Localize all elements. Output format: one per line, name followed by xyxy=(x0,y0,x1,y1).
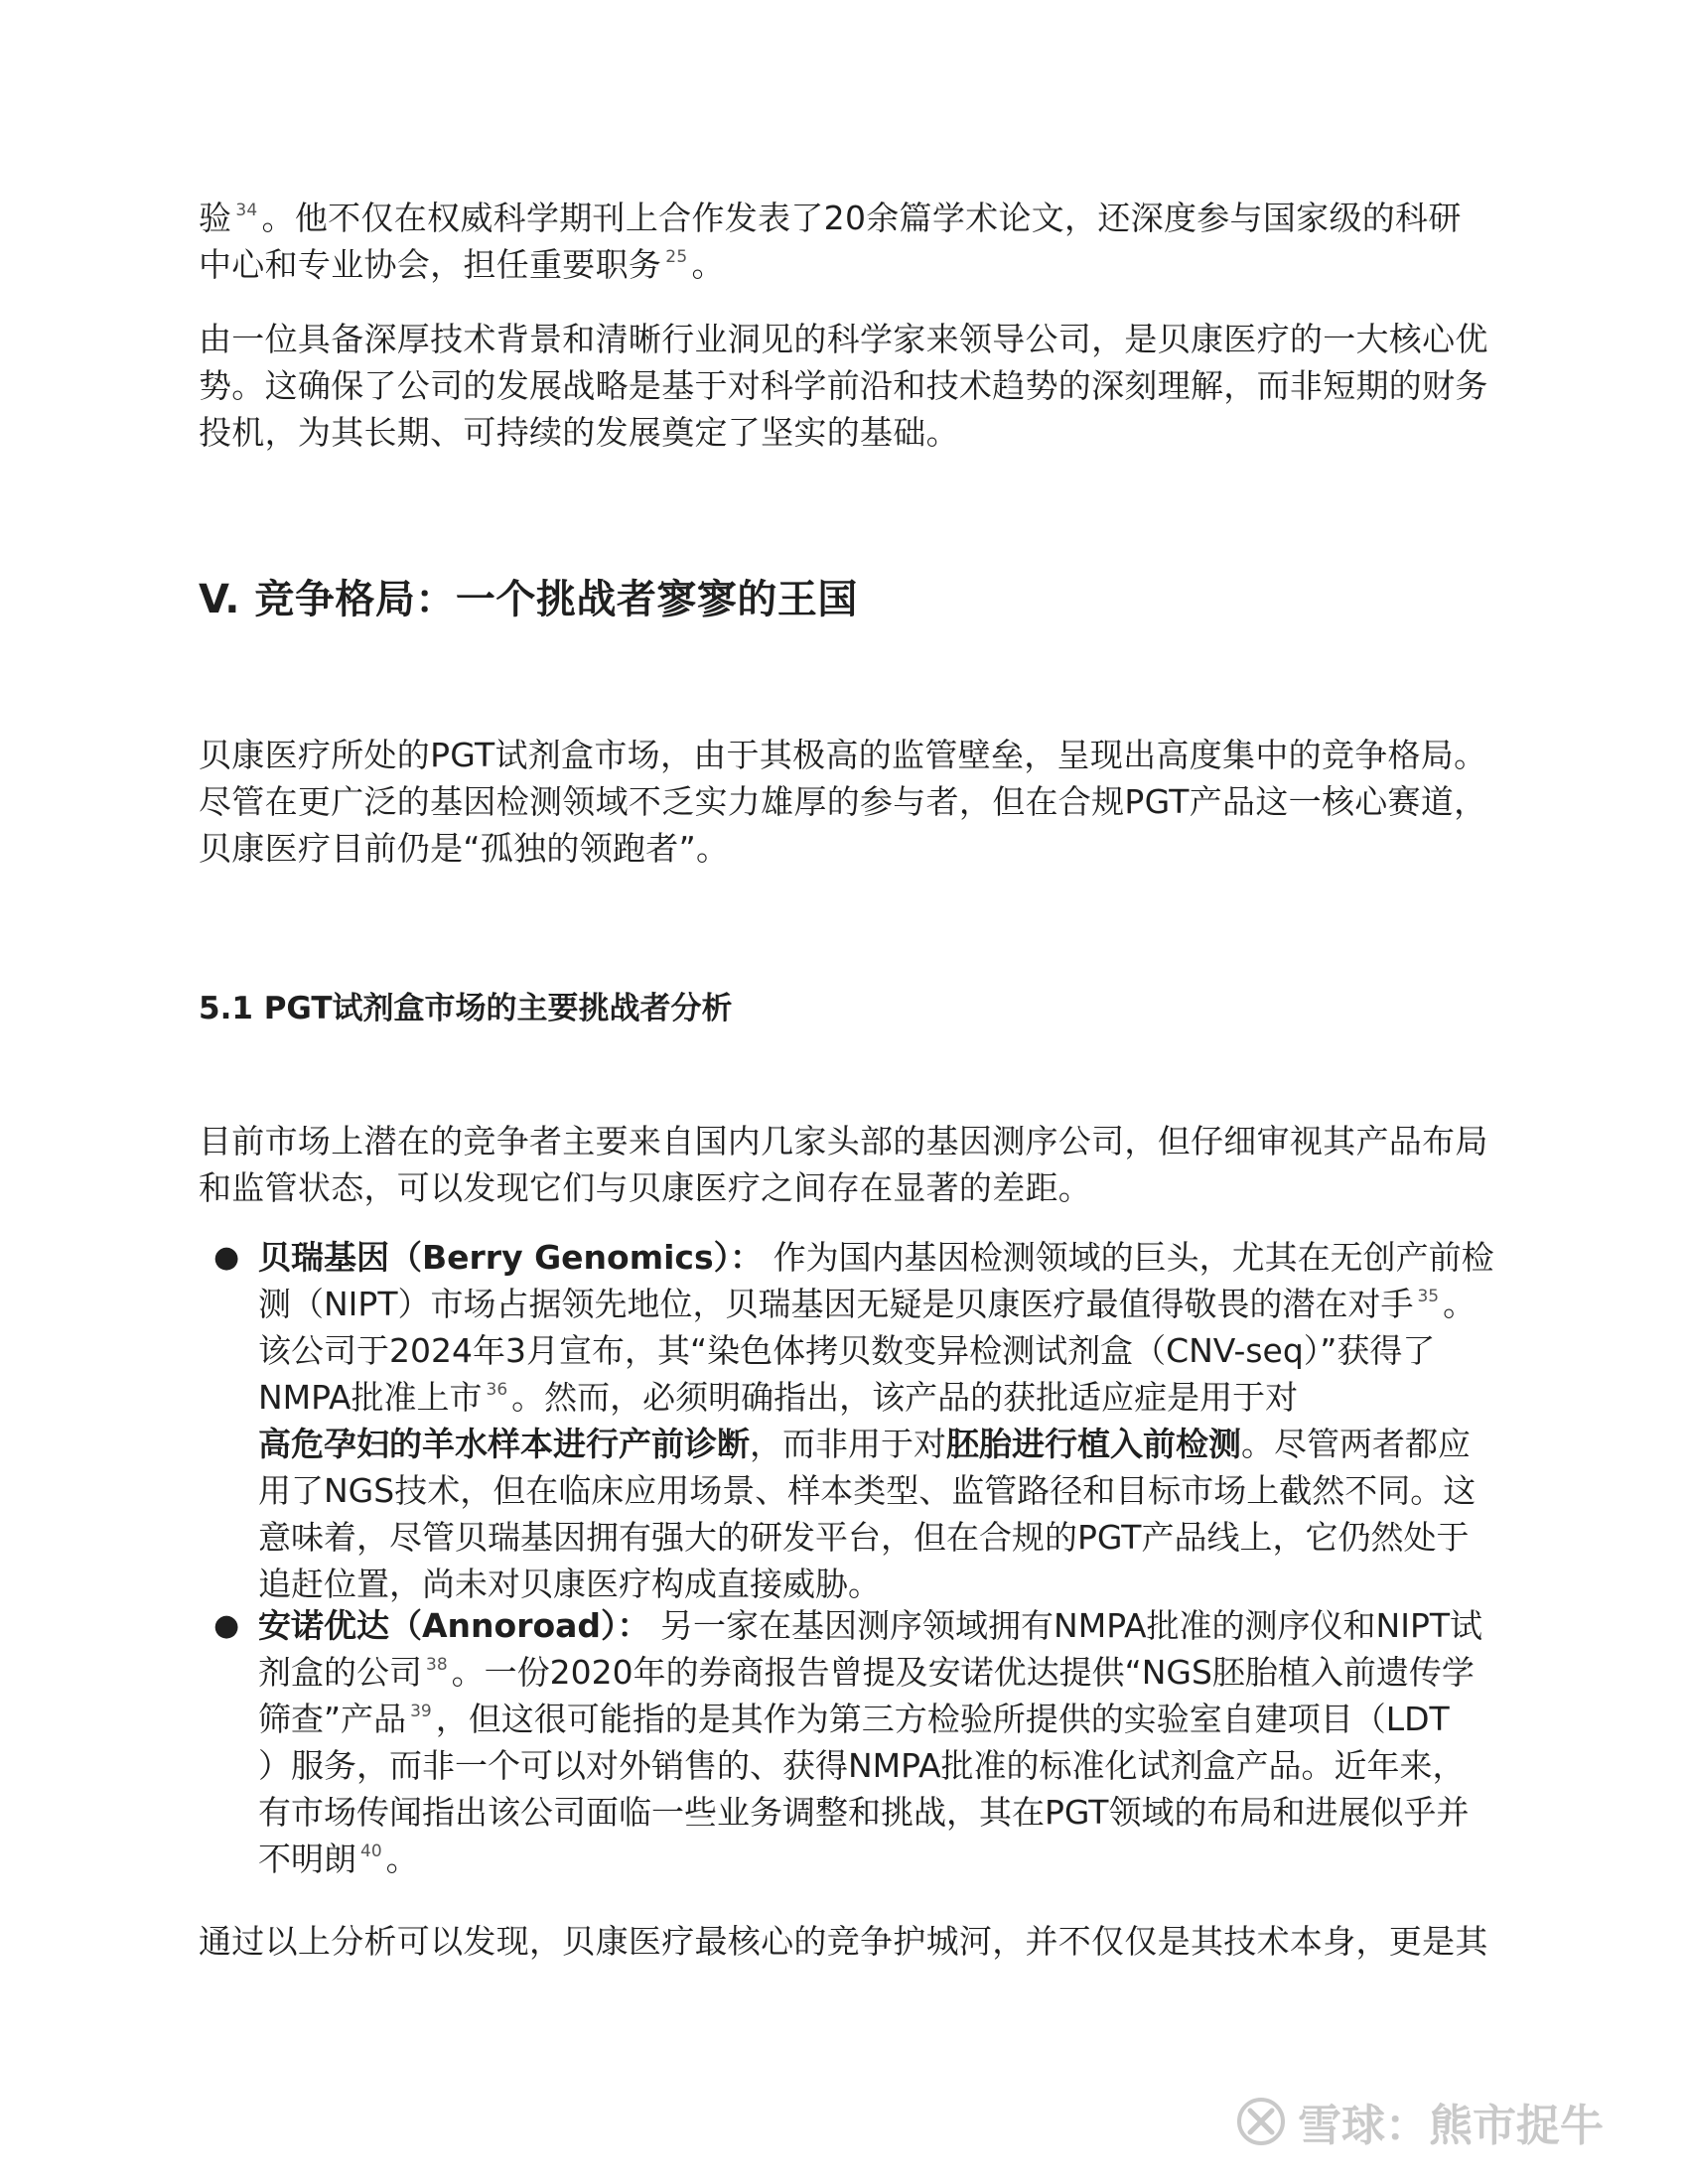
item-title: 安诺优达（Annoroad）： xyxy=(258,1606,650,1645)
text-line: 该公司于2024年3月宣布，其“染色体拷贝数变异检测试剂盒（CNV-seq）”获得了 xyxy=(258,1331,1436,1370)
text-span: 测（NIPT）市场占据领先地位，贝瑞基因无疑是贝康医疗最值得敬畏的潜在对手 xyxy=(258,1285,1414,1323)
paragraph-2 xyxy=(199,316,1489,456)
bullet-icon: ● xyxy=(213,1608,240,1643)
text-line: 由一位具备深厚技术背景和清晰行业洞见的科学家来领导公司，是贝康医疗的一大核心优 xyxy=(199,320,1488,358)
text-span: NMPA批准上市 xyxy=(258,1378,483,1417)
text-line xyxy=(258,1602,1489,1649)
text-span: ，而非用于对 xyxy=(750,1425,946,1463)
paragraph-1 xyxy=(199,195,1489,288)
bold-text: 胚胎进行植入前检测 xyxy=(946,1425,1241,1463)
watermark xyxy=(1236,2090,1604,2153)
text-line: ）服务，而非一个可以对外销售的、获得NMPA批准的标准化试剂盒产品。近年来， xyxy=(258,1746,1466,1785)
footnote-ref[interactable]: 39 xyxy=(410,1702,432,1721)
text-line: 贝康医疗所处的PGT试剂盒市场，由于其极高的监管壁垒，呈现出高度集中的竞争格局。 xyxy=(199,736,1487,774)
text-line xyxy=(258,1234,1494,1281)
subsection-heading: 5.1 PGT试剂盒市场的主要挑战者分析 xyxy=(199,991,733,1026)
text-span: 。 xyxy=(1443,1285,1477,1323)
text-span: 剂盒的公司 xyxy=(258,1653,422,1692)
text-line xyxy=(258,1696,1489,1742)
footnote-ref[interactable]: 35 xyxy=(1417,1287,1440,1306)
bold-text: 高危孕妇的羊水样本进行产前诊断 xyxy=(258,1425,750,1463)
text-line: 意味着，尽管贝瑞基因拥有强大的研发平台，但在合规的PGT产品线上，它仍然处于 xyxy=(258,1518,1470,1557)
item-title: 贝瑞基因（Berry Genomics）： xyxy=(258,1238,764,1277)
text-line xyxy=(258,1649,1489,1696)
text-line: 追赶位置，尚未对贝康医疗构成直接威胁。 xyxy=(258,1565,881,1603)
text-line: 目前市场上潜在的竞争者主要来自国内几家头部的基因测序公司，但仔细审视其产品布局 xyxy=(199,1122,1488,1160)
footnote-ref[interactable]: 40 xyxy=(360,1842,382,1861)
text-line xyxy=(258,1421,1489,1467)
section-heading: V. 竞争格局：一个挑战者寥寥的王国 xyxy=(199,577,858,622)
text-line xyxy=(258,1281,1489,1327)
footnote-ref[interactable]: 25 xyxy=(665,247,688,267)
text-line xyxy=(199,195,1489,241)
text-span: 。尽管两者都应 xyxy=(1241,1425,1471,1463)
text-span: 。 xyxy=(385,1840,419,1878)
text-span: 作为国内基因检测领域的巨头，尤其在无创产前检 xyxy=(763,1238,1494,1277)
text-line: 通过以上分析可以发现，贝康医疗最核心的竞争护城河，并不仅仅是其技术本身，更是其 xyxy=(199,1922,1488,1961)
xueqiu-logo-icon xyxy=(1236,2097,1286,2146)
footnote-ref[interactable]: 34 xyxy=(235,201,258,220)
text-span: 。他不仅在权威科学期刊上合作发表了20余篇学术论文，还深度参与国家级的科研 xyxy=(261,199,1462,237)
watermark-text: 雪球：熊市捉牛 xyxy=(1298,2101,1604,2151)
paragraph-4 xyxy=(199,1118,1489,1211)
text-span: 。一份2020年的券商报告曾提及安诺优达提供“NGS胚胎植入前遗传学 xyxy=(451,1653,1475,1692)
text-span: 不明朗 xyxy=(258,1840,356,1878)
footnote-ref[interactable]: 36 xyxy=(486,1380,508,1400)
text-span: 。然而，必须明确指出，该产品的获批适应症是用于对 xyxy=(511,1378,1299,1417)
text-line: 势。这确保了公司的发展战略是基于对科学前沿和技术趋势的深刻理解，而非短期的财务 xyxy=(199,366,1488,405)
text-line: 和监管状态，可以发现它们与贝康医疗之间存在显著的差距。 xyxy=(199,1168,1092,1207)
text-line: 有市场传闻指出该公司面临一些业务调整和挑战，其在PGT领域的布局和进展似乎并 xyxy=(258,1793,1470,1832)
text-span: ，但这很可能指的是其作为第三方检验所提供的实验室自建项目（LDT xyxy=(435,1700,1450,1738)
list-item-annoroad xyxy=(213,1602,1489,1882)
text-line: 用了NGS技术，但在临床应用场景、样本类型、监管路径和目标市场上截然不同。这 xyxy=(258,1471,1477,1510)
text-span: 。 xyxy=(691,245,725,284)
text-line: 尽管在更广泛的基因检测领域不乏实力雄厚的参与者，但在合规PGT产品这一核心赛道， xyxy=(199,782,1487,821)
footnote-ref[interactable]: 38 xyxy=(426,1655,448,1675)
text-span: 另一家在基因测序领域拥有NMPA批准的测序仪和NIPT试 xyxy=(649,1606,1483,1645)
paragraph-3 xyxy=(199,732,1489,872)
text-span: 中心和专业协会，担任重要职务 xyxy=(199,245,662,284)
text-line: 投机，为其长期、可持续的发展奠定了坚实的基础。 xyxy=(199,413,959,452)
text-line xyxy=(258,1836,1489,1882)
text-span: 验 xyxy=(199,199,232,237)
text-line: 贝康医疗目前仍是“孤独的领跑者”。 xyxy=(199,829,730,868)
text-line xyxy=(258,1374,1489,1421)
list-item-berry-genomics xyxy=(213,1234,1494,1607)
text-span: 筛查”产品 xyxy=(258,1700,407,1738)
text-line xyxy=(199,241,1489,288)
bullet-icon: ● xyxy=(213,1240,240,1275)
paragraph-5 xyxy=(199,1918,1489,1965)
